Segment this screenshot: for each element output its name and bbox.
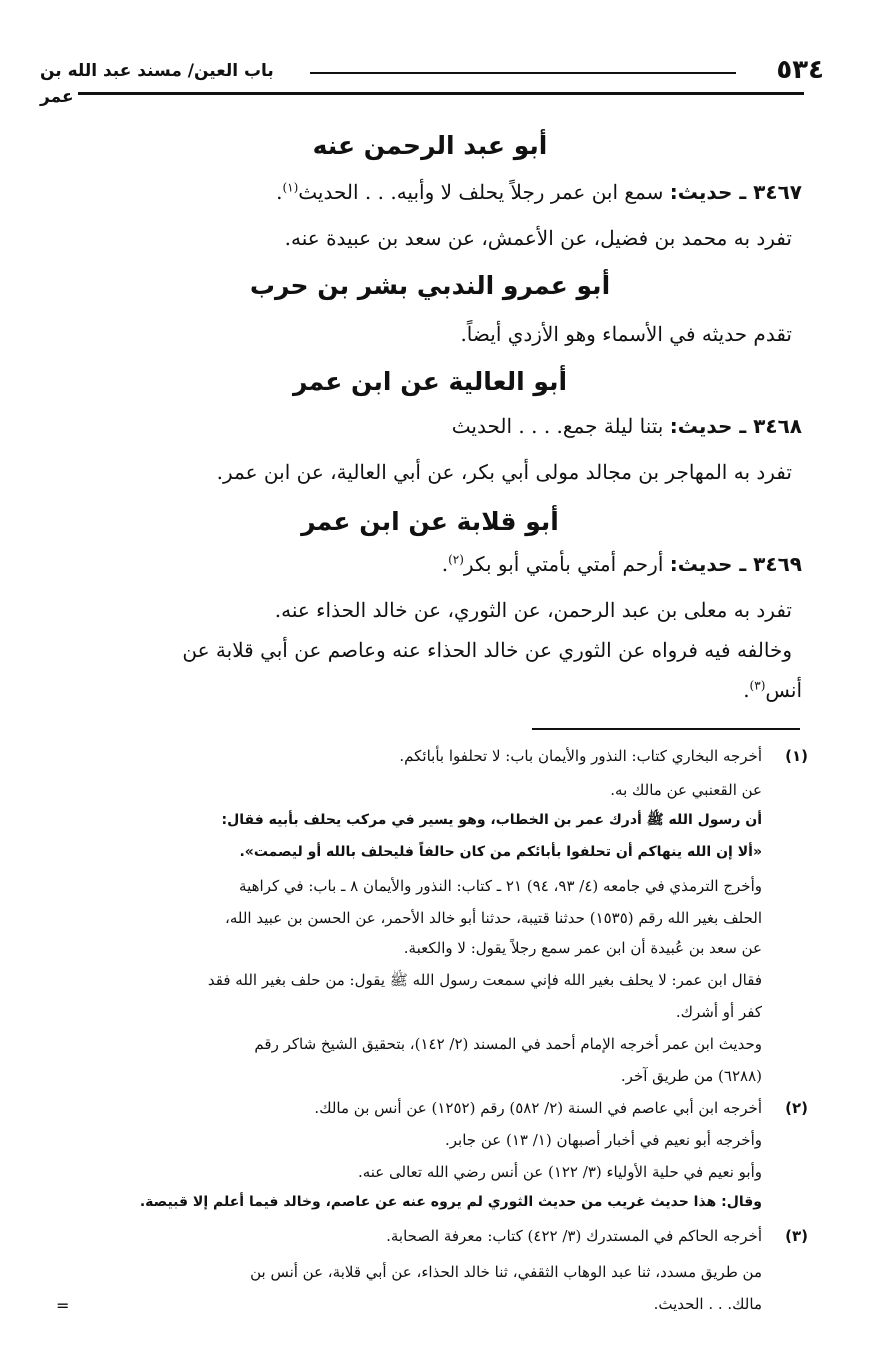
paragraph: تفرد به معلى بن عبد الرحمن، عن الثوري، عن خالد الحذاء عنه. [274, 598, 792, 622]
hadith-3469: ٣٤٦٩ ـ حديث: أرحم أمتي بأمتي أبو بكر$^{(٢)}$. [441, 552, 802, 576]
footnote-line: الحلف بغير الله رقم (١٥٣٥) حدثنا قتيبة، حدثنا أبو خالد الأحمر، عن الحسن بن عبيد الله، [224, 909, 762, 927]
section-title-abu-abd-al-rahman: أبو عبد الرحمن عنه [312, 131, 548, 160]
paragraph: تقدم حديثه في الأسماء وهو الأزدي أيضاً. [460, 322, 792, 346]
footnote-line: وقال: هذا حديث غريب من حديث الثوري لم يروه عنه عن عاصم، وخالد فيما أعلم إلا قبيصة. [139, 1194, 762, 1210]
footnote-line: عن القعنبي عن مالك به. [610, 781, 762, 799]
paragraph: تفرد به المهاجر بن مجالد مولى أبي بكر، عن أبي العالية، عن ابن عمر. [216, 460, 792, 484]
paragraph-continuation: أنس$^{(٣)}$. [743, 678, 802, 702]
running-title: باب العين/ مسند عبد الله بن عمر [40, 61, 274, 107]
footnote-ref: (٢) [448, 552, 464, 567]
section-title-abu-al-aliya: أبو العالية عن ابن عمر [292, 367, 568, 396]
footnote-line: وأخرج الترمذي في جامعه (٤/ ٩٣، ٩٤) ٢١ ـ كتاب: النذور والأيمان ٨ ـ باب: في كراهية [239, 877, 762, 895]
footnote-line: وحديث ابن عمر أخرجه الإمام أحمد في المسند (٢/ ١٤٢)، بتحقيق الشيخ شاكر رقم [254, 1035, 762, 1053]
margin-mark: = [56, 1296, 70, 1315]
paragraph: تفرد به محمد بن فضيل، عن الأعمش، عن سعد بن عبيدة عنه. [284, 226, 792, 250]
header-rule [78, 92, 804, 95]
continuation-text: أنس [765, 678, 802, 702]
footnote-number: (٣) [785, 1227, 808, 1245]
footnote-number: (٢) [785, 1099, 808, 1117]
hadith-text: بتنا ليلة جمع. . . . الحديث [451, 414, 664, 438]
hadith-3467: ٣٤٦٧ ـ حديث: سمع ابن عمر رجلاً يحلف لا وأبيه. . . الحديث$^{(١)}$. [276, 180, 802, 204]
paragraph: وخالفه فيه فرواه عن الثوري عن خالد الحذاء عنه وعاصم عن أبي قلابة عن [182, 638, 792, 662]
hadith-number: ٣٤٦٧ ـ حديث: [669, 180, 802, 204]
footnote-line: أخرجه البخاري كتاب: النذور والأيمان باب: لا تحلفوا بأبائكم. [399, 747, 762, 765]
footnote-ref: (٣) [749, 678, 766, 693]
hadith-3468 [72, 410, 802, 442]
footnote-line: أخرجه الحاكم في المستدرك (٣/ ٤٢٢) كتاب: معرفة الصحابة. [386, 1227, 762, 1245]
section-title-abu-amr: أبو عمرو الندبي بشر بن حرب [249, 271, 611, 300]
footnote-line: وأبو نعيم في حلية الأولياء (٣/ ١٢٢) عن أنس رضي الله تعالى عنه. [357, 1163, 762, 1181]
hadith-number: ٣٤٦٨ ـ حديث: [669, 414, 802, 438]
header-line [310, 72, 736, 74]
footnote-line: عن سعد بن عُبيدة أن ابن عمر سمع رجلاً يقول: لا والكعبة. [403, 939, 762, 957]
footnote-line: «ألا إن الله ينهاكم أن تحلفوا بأبائكم من كان حالفاً فليحلف بالله أو ليصمت». [239, 844, 762, 860]
footnote-line: من طريق مسدد، ثنا عبد الوهاب الثقفي، ثنا خالد الحذاء، عن أبي قلابة، عن أنس بن [250, 1263, 762, 1281]
footnote-line: (٦٢٨٨) من طريق آخر. [620, 1067, 762, 1085]
footnote-separator [532, 728, 800, 730]
footnote-number: (١) [785, 747, 808, 765]
footnote-line: أن رسول الله ﷺ أدرك عمر بن الخطاب، وهو يسير في مركب يحلف بأبيه فقال: [221, 812, 762, 828]
hadith-text: سمع ابن عمر رجلاً يحلف لا وأبيه. . . الحديث [298, 180, 664, 204]
hadith-text: أرحم أمتي بأمتي أبو بكر [463, 552, 664, 576]
footnote-line: وأخرجه أبو نعيم في أخبار أصبهان (١/ ١٣) عن جابر. [445, 1131, 762, 1149]
footnote-ref: (١) [282, 180, 299, 195]
section-title-abu-qilaba: أبو قلابة عن ابن عمر [301, 507, 559, 536]
footnote-line: مالك. . . الحديث. [653, 1295, 762, 1313]
footnote-line: أخرجه ابن أبي عاصم في السنة (٢/ ٥٨٢) رقم (١٢٥٢) عن أنس بن مالك. [314, 1099, 762, 1117]
hadith-number: ٣٤٦٩ ـ حديث: [669, 552, 802, 576]
footnote-line: كفر أو أشرك. [675, 1003, 762, 1021]
footnote-line: فقال ابن عمر: لا يحلف بغير الله فإني سمعت رسول الله ﷺ يقول: من حلف بغير الله فقد [207, 971, 762, 989]
page-number: ٥٣٤ [776, 55, 824, 85]
